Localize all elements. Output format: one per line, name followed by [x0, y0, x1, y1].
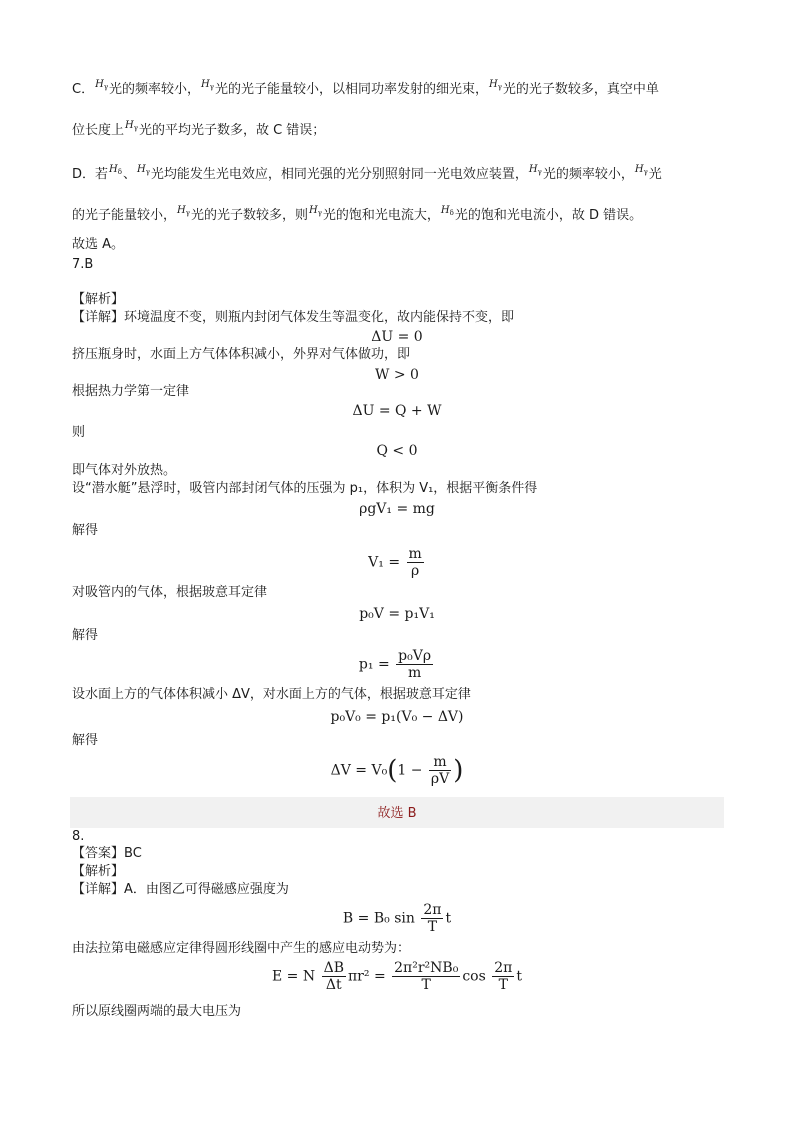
q8-analysis-label: 【解析】	[72, 864, 125, 879]
q7-analysis-label: 【解析】	[72, 292, 125, 307]
q8-eq1: B = B₀ sin $\frac{2\pi}{T}$ t	[342, 902, 452, 935]
fraction: $\frac{m}{\rho V}$	[430, 754, 450, 787]
q7-eq8: p₁ = $\frac{\text{p₀Vρ}}{m}$	[358, 648, 432, 681]
q7-eq1: ΔU = 0	[371, 329, 423, 345]
q7-eq10: ΔV = V₀(1 − $\frac{m}{\rho V}$ )	[330, 754, 464, 787]
h-gamma-symbol: $H_\gamma$	[95, 79, 108, 91]
h-gamma-symbol: $H_\gamma$	[488, 79, 502, 91]
q7-text-2: 挤压瓶身时，水面上方气体体积减小，外界对气体做功，即	[72, 347, 411, 362]
q7-eq2: W > 0	[375, 367, 419, 383]
q7-eq7: p₀V = p₁V₁	[359, 606, 435, 622]
q7-text-10: 设水面上方的气体体积减小 ΔV，对水面上方的气体，根据玻意耳定律	[72, 687, 471, 702]
q8-eq2: E = N $\frac{\Delta B}{\Delta t}$ πr² = $\frac{\text{2π²r²NB₀}}{T}$ cos $\frac{2\pi}{T}$ t	[272, 960, 522, 993]
option-c-line-1: C．$H_\gamma$光的频率较小，$H_\gamma$光的光子能量较小，以相同功率发射的细光束，$H_\gamma$光的光子数较多，真空中单	[72, 76, 659, 99]
fraction: $\frac{2\pi}{T}$	[423, 902, 442, 935]
q7-text-5: 即气体对外放热。	[72, 463, 177, 478]
q7-text-9: 解得	[72, 628, 99, 643]
q7-text-11: 解得	[72, 733, 99, 748]
option-d-line-2: 的光子能量较小，$H_\gamma$光的光子数较多，则$H_\gamma$光的饱和光电流大，$H_\delta$光的饱和光电流小，故 D 错误。	[72, 202, 642, 225]
fraction: $\frac{\text{p₀Vρ}}{m}$	[398, 648, 432, 681]
h-gamma-symbol: $H_\gamma$	[125, 120, 138, 132]
q7-text-6: 设“潜水艇”悬浮时，吸管内部封闭气体的压强为 p₁，体积为 V₁，根据平衡条件得	[72, 481, 538, 496]
h-gamma-symbol: $H_\gamma$	[528, 164, 542, 176]
option-d-line-1: D．若$H_\delta$、$H_\gamma$光均能发生光电效应，相同光强的光分别照射同一光电效应装置，$H_\gamma$光的频率较小，$H_\gamma$光	[72, 161, 662, 184]
q8-detail: 【详解】A．由图乙可得磁感应强度为	[72, 882, 289, 897]
fraction: $\frac{\text{2π²r²NB₀}}{T}$	[394, 960, 459, 993]
h-delta-symbol: $H_\delta$	[109, 164, 122, 176]
q7-number: 7.B	[72, 257, 94, 272]
h-delta-symbol: $H_\delta$	[440, 205, 454, 217]
q7-detail: 【详解】环境温度不变，则瓶内封闭气体发生等温变化，故内能保持不变，即	[72, 310, 515, 325]
option-c-line-2: 位长度上$H_\gamma$光的平均光子数多，故 C 错误；	[72, 117, 325, 140]
h-gamma-symbol: $H_\gamma$	[201, 79, 214, 91]
h-gamma-symbol: $H_\gamma$	[308, 205, 322, 217]
fraction: $\frac{\Delta B}{\Delta t}$	[323, 960, 344, 993]
fraction: $\frac{2\pi}{T}$	[494, 960, 513, 993]
q7-text-3: 根据热力学第一定律	[72, 384, 190, 399]
choose-a: 故选 A。	[72, 237, 125, 252]
q7-eq4: Q < 0	[376, 443, 418, 459]
q8-number: 8.	[72, 829, 85, 844]
h-gamma-symbol: $H_\gamma$	[634, 164, 648, 176]
h-gamma-symbol: $H_\gamma$	[177, 205, 190, 217]
q7-eq9: p₀V₀ = p₁(V₀ − ΔV)	[330, 709, 464, 725]
fraction: $\frac{m}{\rho}$	[408, 546, 422, 579]
q7-text-4: 则	[72, 425, 86, 440]
choose-b: 故选 B	[377, 806, 417, 821]
q7-text-7: 解得	[72, 523, 99, 538]
q7-eq5: ρgV₁ = mg	[359, 501, 435, 517]
q8-text-2: 由法拉第电磁感应定律得圆形线圈中产生的感应电动势为：	[72, 941, 411, 956]
q8-answer: 【答案】BC	[72, 846, 142, 861]
q8-text-3: 所以原线圈两端的最大电压为	[72, 1004, 242, 1019]
q7-text-8: 对吸管内的气体，根据玻意耳定律	[72, 585, 268, 600]
q7-eq6: V₁ = $\frac{m}{\rho}$	[368, 546, 422, 579]
h-gamma-symbol: $H_\gamma$	[136, 164, 150, 176]
q7-eq3: ΔU = Q + W	[352, 403, 442, 419]
